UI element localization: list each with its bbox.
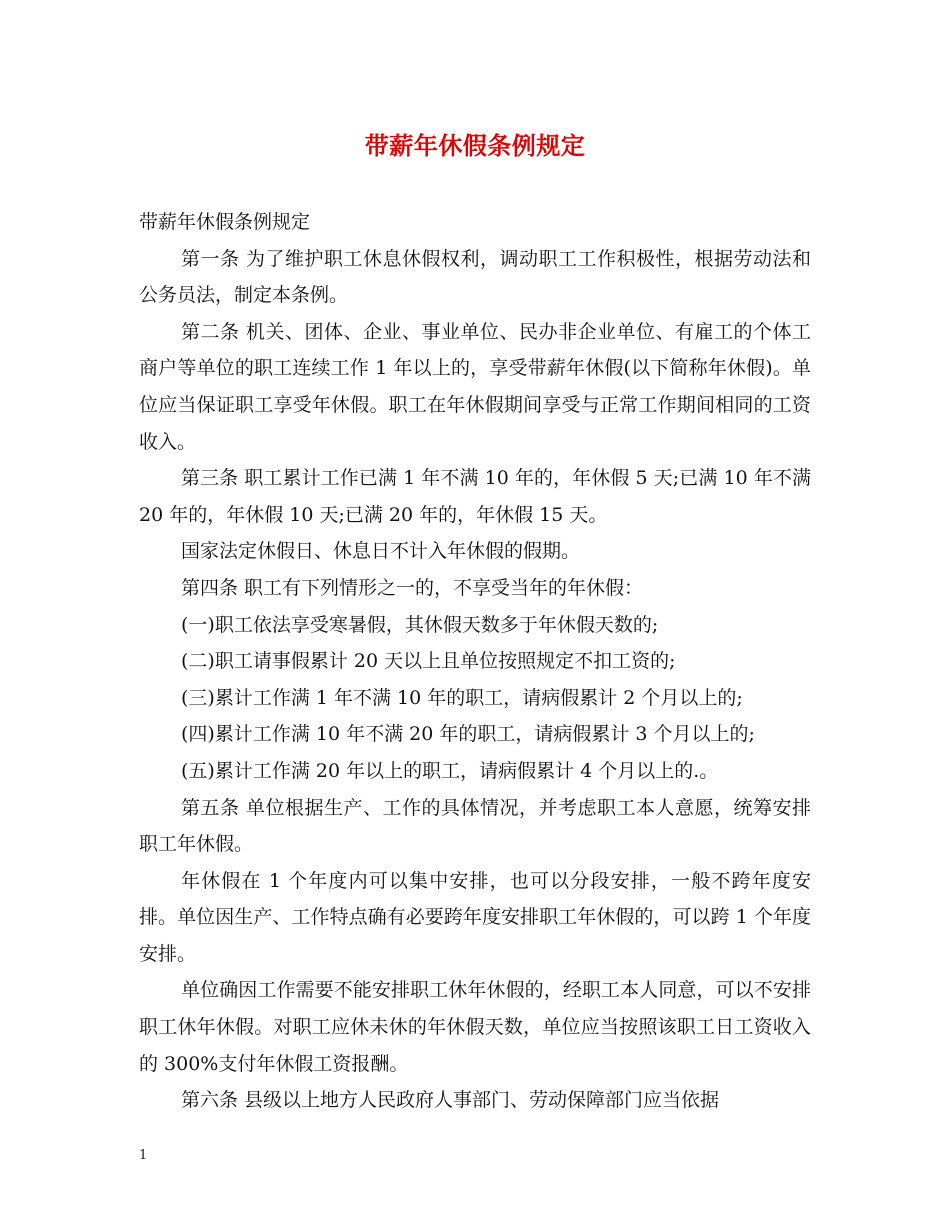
paragraph-item-3: (三)累计工作满 1 年不满 10 年的职工，请病假累计 2 个月以上的;: [181, 686, 743, 709]
paragraph-schedule-note: 年休假在 1 个年度内可以集中安排，也可以分段安排，一般不跨年度安排。单位因生产、工作特点确有必要跨年度安排职工年休假的，可以跨 1 个年度安排。: [139, 869, 811, 965]
paragraph-article-6: 第六条 县级以上地方人民政府人事部门、劳动保障部门应当依据: [181, 1089, 720, 1112]
paragraph-article-2: 第二条 机关、团体、企业、事业单位、民办非企业单位、有雇工的个体工商户等单位的职工连续工作 1 年以上的，享受带薪年休假(以下简称年休假)。单位应当保证职工享受年休假。职工在年休假期间享受与正常工作期间相同的工资收入。: [139, 320, 811, 453]
paragraph-0: 带薪年休假条例规定: [139, 211, 311, 233]
document-title: 带薪年休假条例规定: [364, 131, 586, 160]
paragraph-item-1: (一)职工依法享受寒暑假，其休假天数多于年休假天数的;: [181, 613, 659, 636]
document-body: [139, 204, 811, 1119]
paragraph-article-3: 第三条 职工累计工作已满 1 年不满 10 年的，年休假 5 天;已满 10 年不满 20 年的，年休假 10 天;已满 20 年的，年休假 15 天。: [139, 467, 811, 526]
page-number: 1: [139, 1148, 148, 1163]
paragraph-article-5: 第五条 单位根据生产、工作的具体情况，并考虑职工本人意愿，统筹安排职工年休假。: [139, 796, 811, 856]
paragraph-item-2: (二)职工请事假累计 20 天以上且单位按照规定不扣工资的;: [181, 650, 676, 673]
paragraph-item-4: (四)累计工作满 10 年不满 20 年的职工，请病假累计 3 个月以上的;: [181, 723, 755, 746]
paragraph-item-5: (五)累计工作满 20 年以上的职工，请病假累计 4 个月以上的.。: [181, 759, 719, 782]
paragraph-article-1: 第一条 为了维护职工休息休假权利，调动职工工作积极性，根据劳动法和公务员法，制定本条例。: [139, 247, 811, 307]
paragraph-compensation-note: 单位确因工作需要不能安排职工休年休假的，经职工本人同意，可以不安排职工休年休假。对职工应休未休的年休假天数，单位应当按照该职工日工资收入的 300%支付年休假工资报酬。: [139, 979, 811, 1075]
paragraph-article-4: 第四条 职工有下列情形之一的，不享受当年的年休假：: [181, 576, 644, 599]
paragraph-holiday-note: 国家法定休假日、休息日不计入年休假的假期。: [181, 540, 581, 563]
